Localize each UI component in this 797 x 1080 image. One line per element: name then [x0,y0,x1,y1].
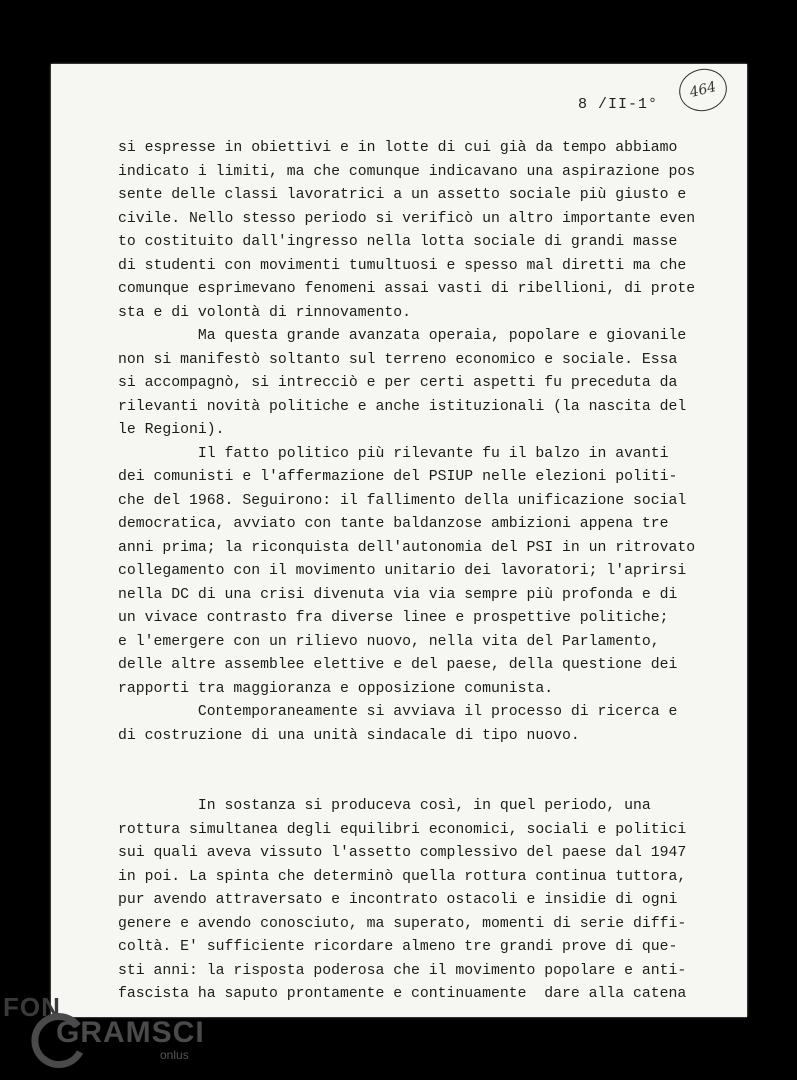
typewritten-body [118,137,696,1007]
text-line: In sostanza si produceva così, in quel periodo, una [118,798,651,814]
text-line: genere e avendo conosciuto, ma superato, momenti di serie diffi- [118,915,687,932]
archive-number-stamp: 464 [675,64,732,116]
text-line: si accompagnò, si intrecciò e per certi aspetti fu preceduta da [118,375,678,391]
text-line: si espresse in obiettivi e in lotte di cui già da tempo abbiamo [118,140,678,156]
text-line: non si manifestò soltanto sul terreno economico e sociale. Essa [118,351,678,368]
page-reference: 8 /II-1° [578,96,659,113]
text-line: civile. Nello stesso periodo si verificò un altro importante even [118,210,696,227]
text-line: indicato i limiti, ma che comunque indicavano una aspirazione pos [118,163,696,180]
text-line: sui quali aveva vissuto l'assetto complessivo del paese dal 1947 [118,845,687,861]
text-line: delle altre assemblee elettive e del paese, della questione dei [118,657,678,673]
text-line: rottura simultanea degli equilibri economici, sociali e politici [118,821,687,838]
text-line: nella DC di una crisi divenuta via via sempre più profonda e di [118,586,678,603]
text-line: coltà. E' sufficiente ricordare almeno tre grandi prove di que- [118,939,678,955]
fondazione-gramsci-watermark [0,990,220,1080]
text-line: pur avendo attraversato e incontrato ostacoli e insidie di ogni [118,892,678,908]
text-line: collegamento con il movimento unitario dei lavoratori; l'aprirsi [118,563,687,579]
paragraph-5 [118,795,688,1007]
text-line: comunque esprimevano fenomeni assai vasti di ribellioni, di prote [118,281,696,297]
text-line: sente delle classi lavoratrici a un assetto sociale più giusto e [118,187,687,203]
text-line: anni prima; la riconquista dell'autonomia del PSI in un ritrovato [118,539,696,556]
text-line: rilevanti novità politiche e anche istituzionali (la nascita del [118,398,687,415]
watermark-text: FON [3,992,61,1022]
text-line: dei comunisti e l'affermazione del PSIUP nelle elezioni politi- [118,469,678,485]
paragraph-4 [118,701,688,748]
text-line: Ma questa grande avanzata operaia, popolare e giovanile [118,328,687,344]
watermark-text: GRAMSCI [56,1016,205,1049]
text-line: rapporti tra maggioranza e opposizione comunista. [118,680,554,697]
text-line: e l'emergere con un rilievo nuovo, nella vita del Parlamento, [118,633,660,650]
text-line: sti anni: la risposta poderosa che il movimento popolare e anti- [118,962,687,979]
paragraph-2 [118,325,688,443]
text-line: democratica, avviato con tante baldanzose ambizioni appena tre [118,516,669,532]
text-line: sta e di volontà di rinnovamento. [118,304,412,321]
text-line: Contemporaneamente si avviava il processo di ricerca e [118,704,678,720]
text-line: le Regioni). [118,422,225,438]
text-line: in poi. La spinta che determinò quella rottura continua tuttora, [118,868,687,885]
text-line: Il fatto politico più rilevante fu il balzo in avanti [118,445,669,462]
text-line: fascista ha saputo prontamente e continuamente dare alla catena [118,986,687,1002]
text-line: di studenti con movimenti tumultuosi e spesso mal diretti ma che [118,257,687,274]
text-line: to costituito dall'ingresso nella lotta sociale di grandi masse [118,234,678,250]
text-line: un vivace contrasto fra diverse linee e prospettive politiche; [118,610,669,626]
paragraph-1 [118,137,696,325]
text-line: che del 1968. Seguirono: il fallimento della unificazione social [118,492,687,509]
text-line: di costruzione di una unità sindacale di tipo nuovo. [118,727,580,744]
paragraph-3 [118,443,696,702]
paragraph-gap [118,748,688,795]
watermark-text: onlus [160,1048,189,1062]
